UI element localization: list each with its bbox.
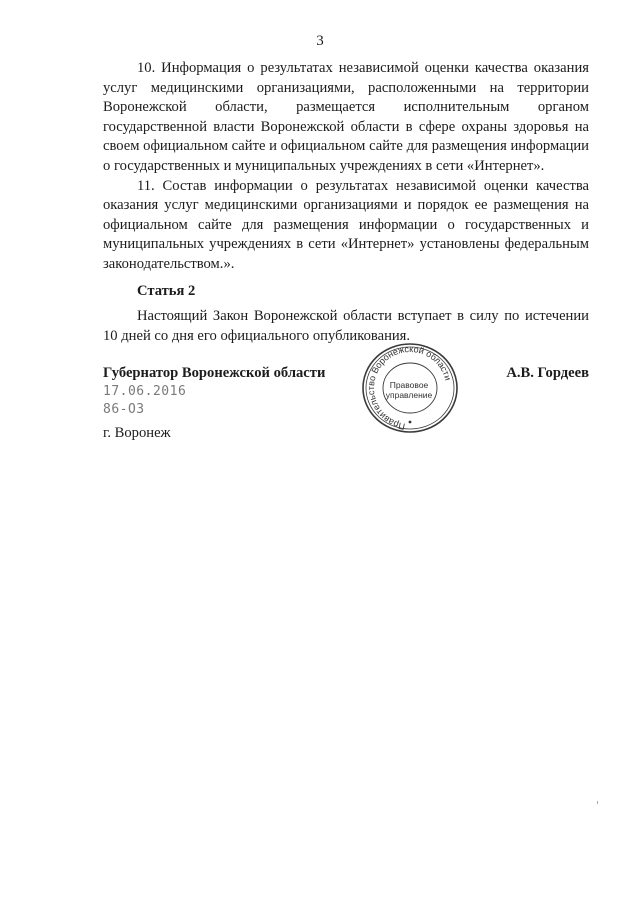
stamp-center-line2: управление [385,390,433,400]
signatory-name: А.В. Гордеев [506,365,589,381]
document-body [103,59,589,346]
signing-city: г. Воронеж [103,425,171,441]
signatory-title: Губернатор Воронежской области [103,365,326,381]
article-text: Настоящий Закон Воронежской области вступает в силу по истечении 10 дней со дня его официального опубликования. [103,308,589,344]
article-heading: Статья 2 [137,282,196,299]
paragraph-10: 10. Информация о результатах независимой оценки качества оказания услуг медицинскими организациями, расположенными на территории Воронежской области, размещается исполнительным органом государственной власти Воронежской области в сфере охраны здоровья на своем официальном сайте и официальном сайте для размещения информации о государственных и муниципальных учреждениях в сети «Интернет». [103,60,589,174]
stamp-center-line1: Правовое [389,380,429,390]
page-number: 3 [316,33,324,49]
law-number: 86-ОЗ [103,402,145,417]
stamp-ring-text: Правительство Воронежской области [365,343,454,432]
paragraph-11: 11. Состав информации о результатах независимой оценки качества оказания услуг медицинскими организациями и порядок ее размещения на официальном сайте для размещения информации о государственных и муниципальных учреждениях в сети «Интернет» установлены федеральным законодательством.». [103,177,589,272]
scan-mark [597,801,598,804]
stamp-center [374,380,444,400]
law-date: 17.06.2016 [103,384,187,399]
